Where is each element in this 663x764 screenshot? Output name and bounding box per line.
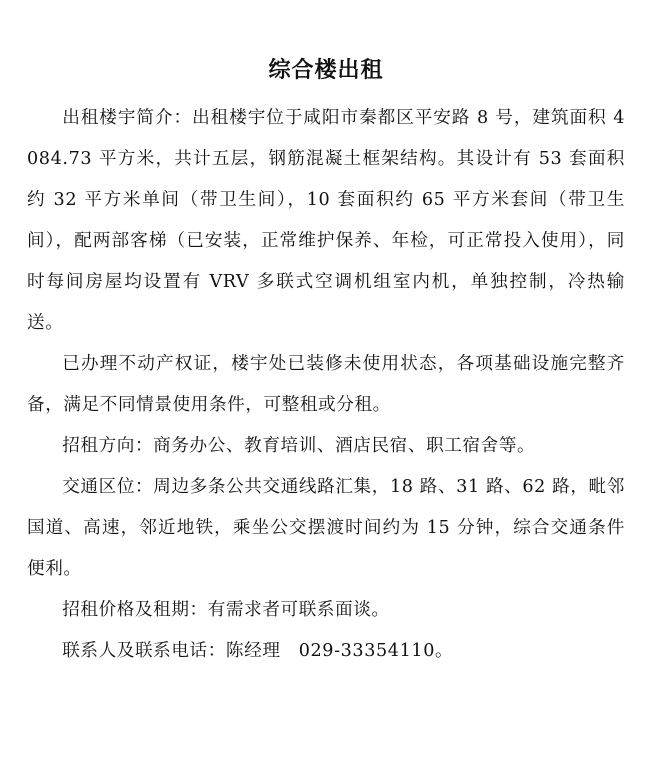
paragraph-transportation: 交通区位：周边多条公共交通线路汇集，18 路、31 路、62 路，毗邻国道、高速，邻近地铁，乘坐公交摆渡时间约为 15 分钟，综合交通条件便利。 bbox=[27, 477, 625, 579]
paragraph-building-intro: 出租楼宇简介：出租楼宇位于咸阳市秦都区平安路 8 号，建筑面积 4084.73 平方米，共计五层，钢筋混凝土框架结构。其设计有 53 套面积约 32 平方米单间（带卫生间），10 套面积约 65 平方米套间（带卫生间），配两部客梯（已安装，正常维护保养、年检，可正常投入使用），同时每间房屋均设置有 VRV 多联式空调机组室内机，单独控制，冷热输送。 bbox=[27, 108, 625, 333]
paragraph-leasing-direction: 招租方向：商务办公、教育培训、酒店民宿、职工宿舍等。 bbox=[62, 436, 536, 456]
document-page bbox=[27, 56, 625, 672]
document-title: 综合楼出租 bbox=[268, 58, 384, 83]
paragraph-contact: 联系人及联系电话：陈经理 029-33354110。 bbox=[62, 641, 454, 661]
paragraph-price-and-term: 招租价格及租期：有需求者可联系面谈。 bbox=[62, 600, 390, 620]
paragraph-property-status: 已办理不动产权证，楼宇处已装修未使用状态，各项基础设施完整齐备，满足不同情景使用条件，可整租或分租。 bbox=[27, 354, 625, 415]
